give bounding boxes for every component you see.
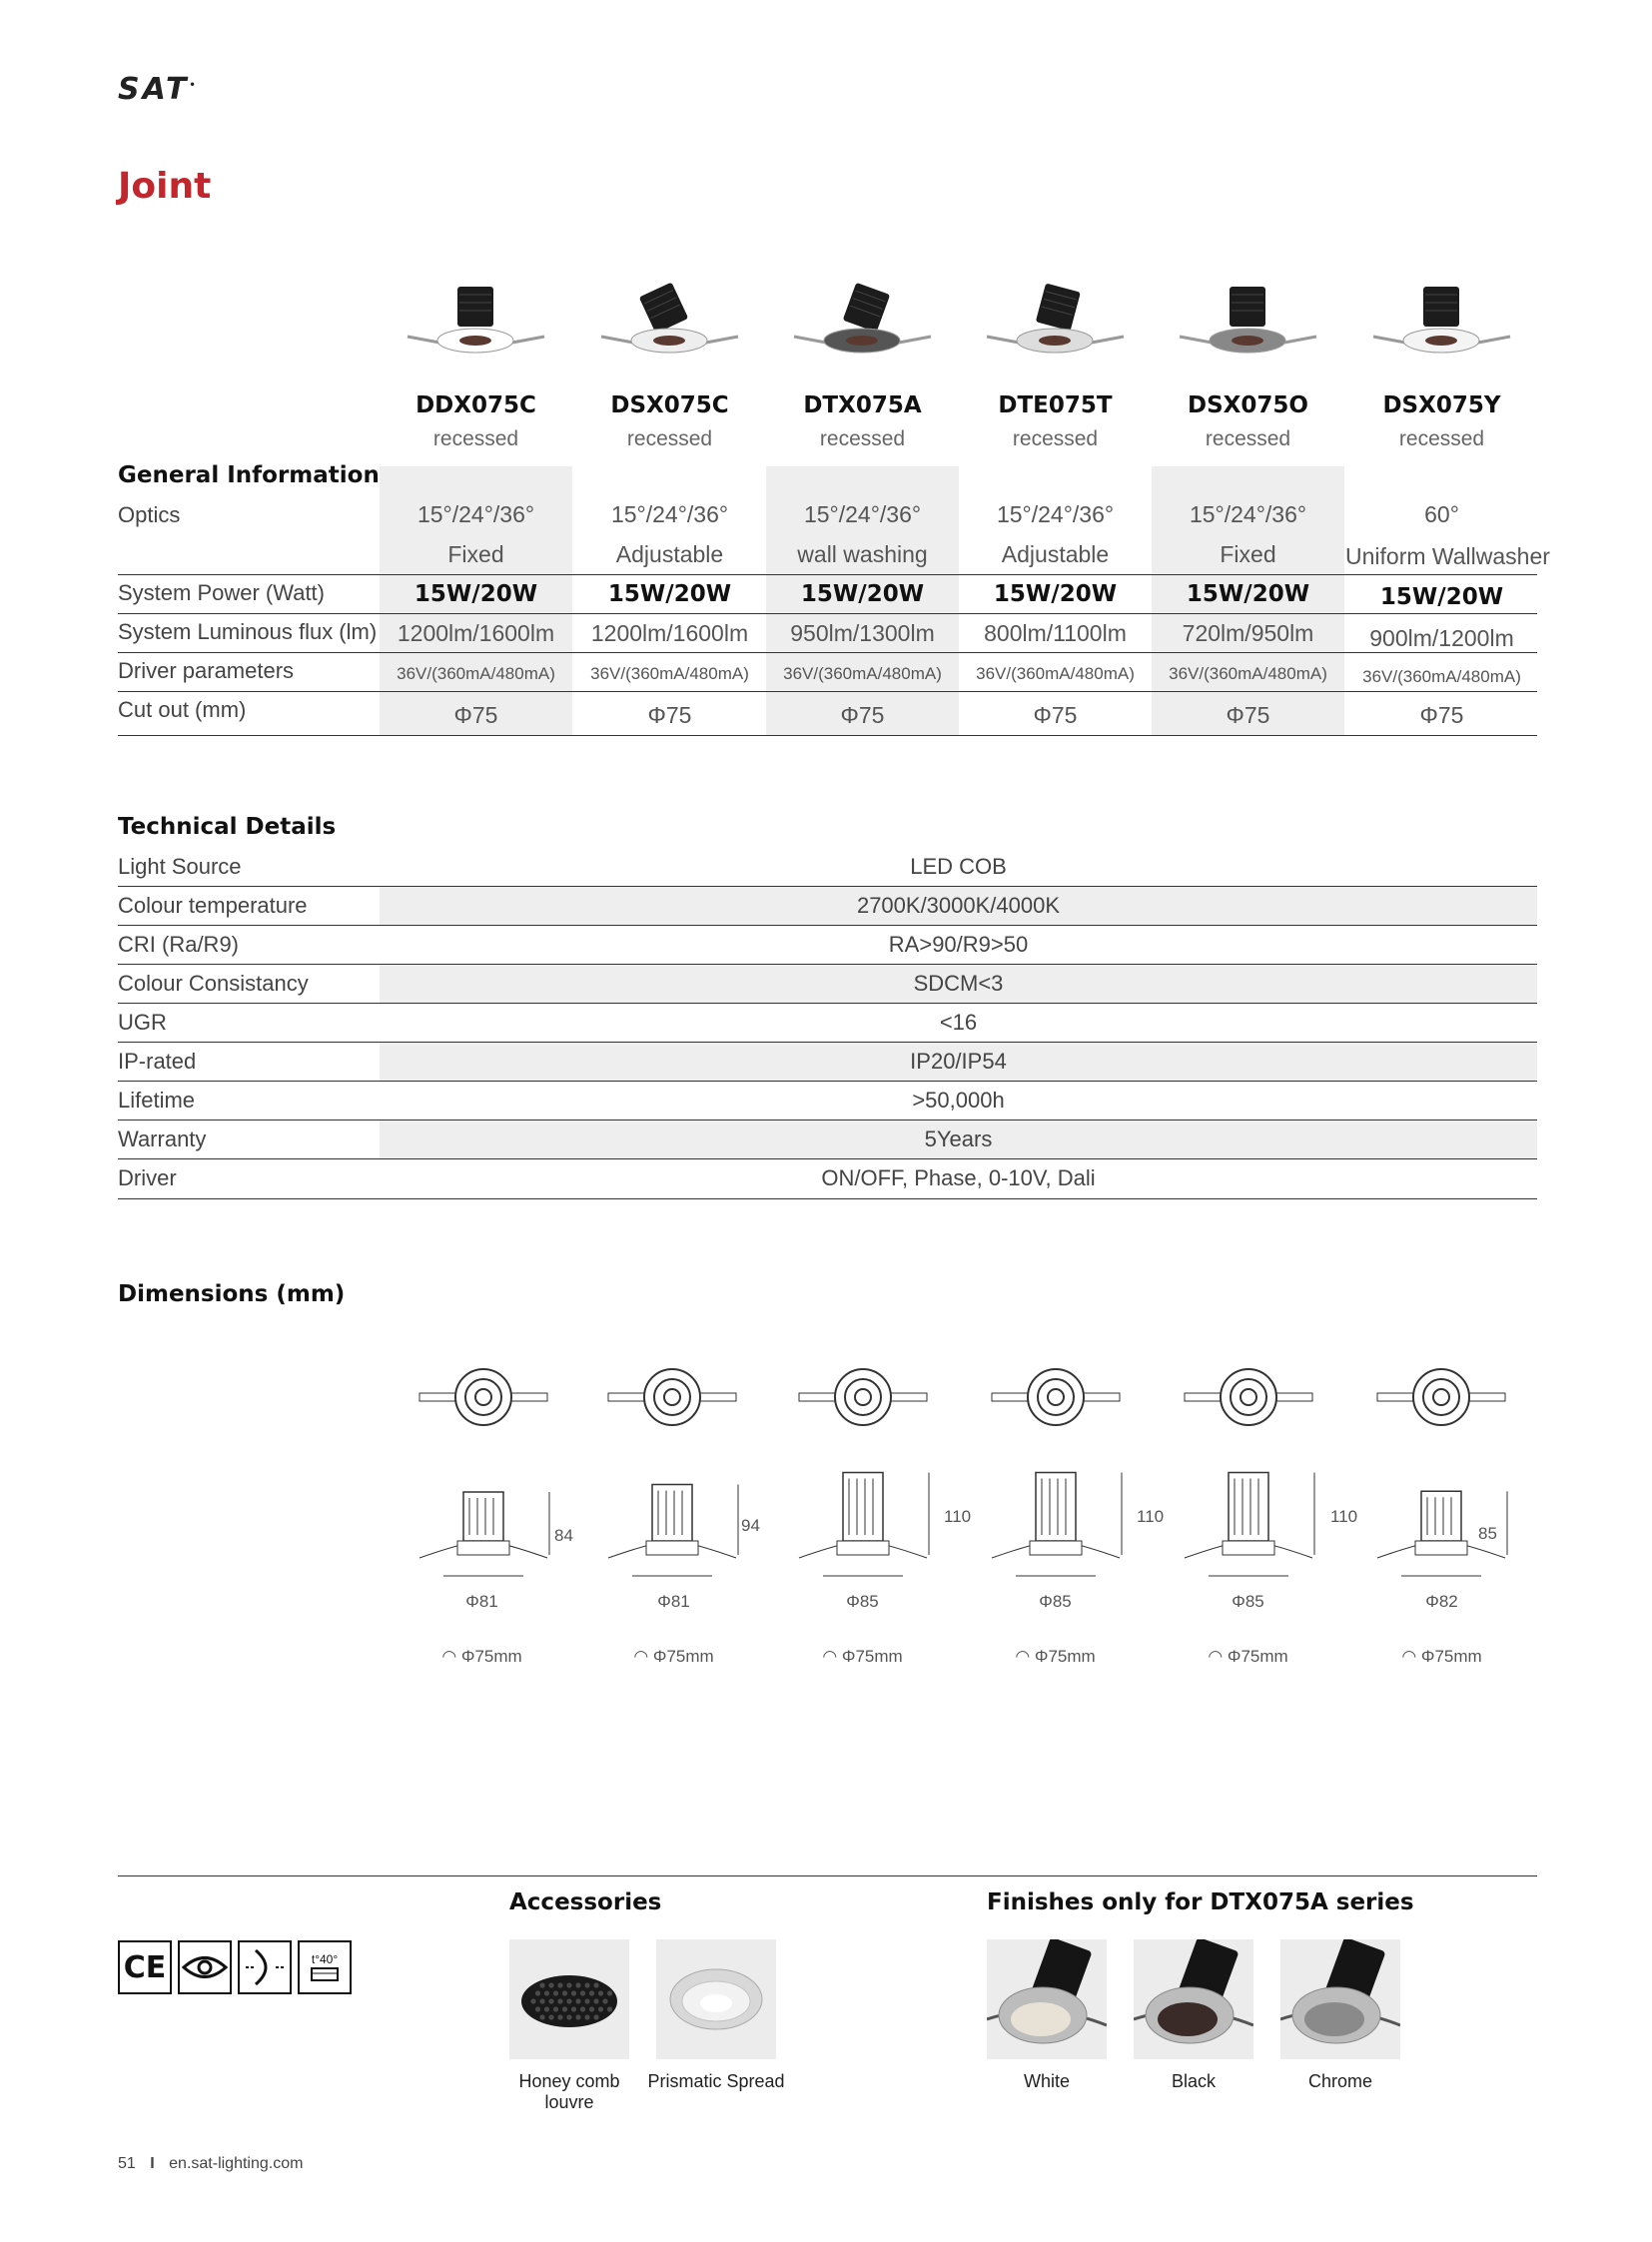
model-name: DTE075T <box>998 392 1113 418</box>
divider <box>118 574 1537 575</box>
eye-icon <box>178 1940 232 1994</box>
dimension-drawing <box>413 1350 553 1590</box>
optics-mode: Fixed <box>1220 541 1276 567</box>
optics-angle: 15°/24°/36° <box>1189 501 1307 527</box>
tech-value: IP20/IP54 <box>910 1049 1007 1074</box>
tech-label: UGR <box>118 1010 167 1035</box>
driver-value: 36V/(360mA/480mA) <box>1169 664 1327 683</box>
finish-label: White <box>1023 2071 1070 2091</box>
optics-angle: 15°/24°/36° <box>416 501 535 527</box>
product-photo <box>766 265 959 370</box>
tech-value: ON/OFF, Phase, 0-10V, Dali <box>821 1165 1096 1190</box>
website-link[interactable]: en.sat-lighting.com <box>169 2155 304 2172</box>
flux-value: 1200lm/1600lm <box>590 620 749 646</box>
power-value: 15W/20W <box>1186 581 1310 607</box>
power-value: 15W/20W <box>993 581 1118 607</box>
finish-image <box>987 1939 1107 2059</box>
label-power: System Power (Watt) <box>118 580 325 605</box>
model-name: DDX075C <box>415 392 536 418</box>
cutout-icon: ◠ <box>1208 1647 1228 1666</box>
tech-label: Warranty <box>118 1126 207 1151</box>
cutout-value: Φ75 <box>647 702 692 728</box>
cutout-hole-label: ◠ Φ75mm <box>822 1647 903 1666</box>
diameter-label: Φ82 <box>1425 1592 1458 1611</box>
power-value: 15W/20W <box>413 581 538 607</box>
footer <box>118 2155 303 2173</box>
driver-value: 36V/(360mA/480mA) <box>590 664 749 683</box>
finish-image <box>1280 1939 1400 2059</box>
cutout-hole-label: ◠ Φ75mm <box>441 1647 522 1666</box>
label-cutout: Cut out (mm) <box>118 697 247 722</box>
flux-value: 950lm/1300lm <box>790 620 935 646</box>
bottom-divider <box>118 1875 1537 1876</box>
temperature-icon: t°40° <box>298 1940 352 1994</box>
cutout-hole-label: ◠ Φ75mm <box>1401 1647 1482 1666</box>
cutout-icon: ◠ <box>1015 1647 1035 1666</box>
label-optics: Optics <box>118 502 181 527</box>
divider <box>118 886 1537 887</box>
cutout-icon: ◠ <box>822 1647 842 1666</box>
tech-label: CRI (Ra/R9) <box>118 932 240 957</box>
cutout-value: Φ75 <box>1419 702 1464 728</box>
model-type: recessed <box>1398 427 1485 450</box>
power-value: 15W/20W <box>1379 584 1504 610</box>
accessory-label: Prismatic Spread <box>647 2071 785 2091</box>
label-driver: Driver parameters <box>118 658 295 683</box>
page-number: 51 <box>118 2155 136 2172</box>
cutout-value: Φ75 <box>1226 702 1270 728</box>
accessories-heading: Accessories <box>509 1889 662 1915</box>
insulation-icon <box>238 1940 292 1994</box>
optics-mode: Adjustable <box>615 541 724 567</box>
tech-label: Colour temperature <box>118 893 308 918</box>
driver-value: 36V/(360mA/480mA) <box>976 664 1135 683</box>
height-label: 110 <box>1137 1507 1165 1526</box>
dimension-drawing <box>986 1350 1126 1590</box>
finish-image <box>1134 1939 1253 2059</box>
finish-label: Black <box>1171 2071 1216 2091</box>
footer-separator: I <box>150 2155 155 2172</box>
tech-label: Light Source <box>118 854 242 879</box>
flux-value: 900lm/1200lm <box>1369 625 1514 651</box>
dimension-drawing <box>602 1350 742 1590</box>
tech-value: LED COB <box>910 854 1007 879</box>
optics-mode: Uniform Wallwasher <box>1345 543 1550 569</box>
product-photo <box>1345 265 1538 370</box>
flux-value: 1200lm/1600lm <box>397 620 555 646</box>
divider <box>118 1042 1537 1043</box>
tech-value: <16 <box>939 1010 978 1035</box>
optics-angle: 15°/24°/36° <box>803 501 922 527</box>
height-label: 84 <box>554 1526 573 1545</box>
divider <box>118 613 1537 614</box>
divider <box>118 1003 1537 1004</box>
optics-angle: 15°/24°/36° <box>996 501 1115 527</box>
divider <box>118 691 1537 692</box>
honeycomb-louvre-image <box>509 1939 629 2059</box>
model-type: recessed <box>626 427 713 450</box>
divider <box>118 652 1537 653</box>
flux-value: 800lm/1100lm <box>984 620 1127 646</box>
technical-heading: Technical Details <box>118 814 337 840</box>
optics-mode: Adjustable <box>1001 541 1110 567</box>
finish-label: Chrome <box>1307 2071 1373 2091</box>
tech-value: 5Years <box>924 1126 993 1151</box>
power-value: 15W/20W <box>607 581 732 607</box>
ce-mark-icon: CE <box>118 1940 172 1994</box>
divider <box>118 1158 1537 1159</box>
optics-mode: wall washing <box>797 541 928 567</box>
tech-label: IP-rated <box>118 1049 197 1074</box>
divider <box>118 735 1537 736</box>
cutout-value: Φ75 <box>1033 702 1078 728</box>
height-label: 110 <box>1330 1507 1358 1526</box>
dimension-drawing <box>793 1350 933 1590</box>
optics-mode: Fixed <box>447 541 504 567</box>
height-label: 85 <box>1478 1524 1497 1543</box>
divider <box>118 1120 1537 1121</box>
divider <box>118 1081 1537 1082</box>
model-type: recessed <box>1205 427 1291 450</box>
product-photo <box>573 265 766 370</box>
product-photo <box>1152 265 1344 370</box>
accessory-label: Honey comb louvre <box>518 2071 620 2112</box>
model-type: recessed <box>819 427 906 450</box>
flux-value: 720lm/950lm <box>1182 620 1314 646</box>
cutout-icon: ◠ <box>1401 1647 1421 1666</box>
height-label: 94 <box>741 1516 760 1535</box>
label-flux: System Luminous flux (lm) <box>118 619 378 644</box>
cutout-hole-label: ◠ Φ75mm <box>1208 1647 1288 1666</box>
product-photo <box>380 265 572 370</box>
tech-value: RA>90/R9>50 <box>888 932 1029 957</box>
model-name: DSX075O <box>1188 392 1308 418</box>
tech-label: Driver <box>118 1165 177 1190</box>
divider <box>118 925 1537 926</box>
page-title: Joint <box>118 166 212 207</box>
tech-value: >50,000h <box>912 1088 1005 1113</box>
dimension-drawing <box>1179 1350 1318 1590</box>
general-info-heading: General Information <box>118 462 380 488</box>
power-value: 15W/20W <box>800 581 925 607</box>
dimension-drawing <box>1371 1350 1511 1590</box>
driver-value: 36V/(360mA/480mA) <box>1362 667 1521 686</box>
finishes-heading: Finishes only for DTX075A series <box>987 1889 1414 1915</box>
diameter-label: Φ81 <box>465 1592 498 1611</box>
diameter-label: Φ85 <box>1039 1592 1072 1611</box>
model-name: DSX075C <box>610 392 729 418</box>
cutout-value: Φ75 <box>840 702 885 728</box>
diameter-label: Φ85 <box>846 1592 879 1611</box>
model-name: DSX075Y <box>1382 392 1501 418</box>
divider <box>118 964 1537 965</box>
model-type: recessed <box>432 427 519 450</box>
cutout-hole-label: ◠ Φ75mm <box>633 1647 714 1666</box>
tech-value: SDCM<3 <box>913 971 1004 996</box>
prismatic-spread-image <box>656 1939 776 2059</box>
optics-angle: 60° <box>1424 501 1459 527</box>
tech-value: 2700K/3000K/4000K <box>856 893 1061 918</box>
height-label: 110 <box>944 1507 972 1526</box>
cutout-icon: ◠ <box>441 1647 461 1666</box>
diameter-label: Φ85 <box>1232 1592 1264 1611</box>
dimensions-heading: Dimensions (mm) <box>118 1281 346 1307</box>
tech-label: Lifetime <box>118 1088 196 1113</box>
brand-logo: SAT• <box>118 72 199 107</box>
diameter-label: Φ81 <box>657 1592 690 1611</box>
tech-label: Colour Consistancy <box>118 971 309 996</box>
cutout-hole-label: ◠ Φ75mm <box>1015 1647 1096 1666</box>
optics-angle: 15°/24°/36° <box>610 501 729 527</box>
driver-value: 36V/(360mA/480mA) <box>397 664 555 683</box>
model-name: DTX075A <box>803 392 922 418</box>
product-photo <box>959 265 1152 370</box>
model-type: recessed <box>1012 427 1099 450</box>
divider <box>118 1198 1537 1199</box>
cutout-icon: ◠ <box>633 1647 653 1666</box>
driver-value: 36V/(360mA/480mA) <box>783 664 942 683</box>
cutout-value: Φ75 <box>453 702 498 728</box>
